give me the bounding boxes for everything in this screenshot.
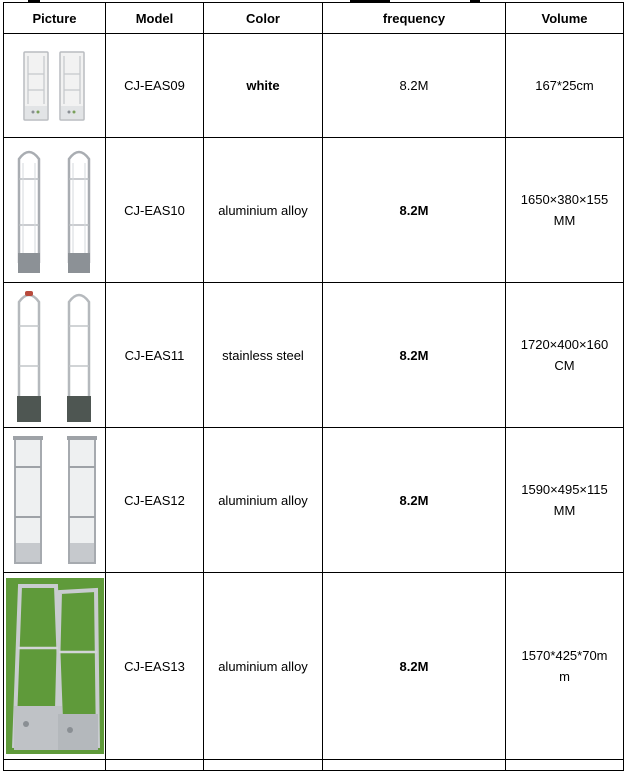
empty-cell xyxy=(506,760,624,771)
color-cell: aluminium alloy xyxy=(204,573,323,760)
header-model: Model xyxy=(106,3,204,34)
volume-line: 1720×400×160 xyxy=(520,337,609,352)
volume-unit: MM xyxy=(553,503,576,518)
frequency-cell: 8.2M xyxy=(323,34,506,138)
model-cell: CJ-EAS12 xyxy=(106,428,204,573)
table-header-row xyxy=(4,3,624,34)
volume-cell xyxy=(506,428,624,573)
color-cell: white xyxy=(204,34,323,138)
header-frequency: frequency xyxy=(323,3,506,34)
empty-cell xyxy=(106,760,204,771)
product-image-eas12 xyxy=(4,428,106,573)
header-color: Color xyxy=(204,3,323,34)
color-cell: aluminium alloy xyxy=(204,138,323,283)
volume-unit: CM xyxy=(554,358,575,373)
product-image-eas13 xyxy=(4,573,106,760)
empty-cell xyxy=(323,760,506,771)
table-row xyxy=(4,138,624,283)
volume-cell xyxy=(506,573,624,760)
table-row xyxy=(4,34,624,138)
color-cell: aluminium alloy xyxy=(204,428,323,573)
product-image-eas11 xyxy=(4,283,106,428)
table-row xyxy=(4,283,624,428)
volume-line: 1590×495×115 xyxy=(521,482,608,497)
volume-line: 1650×380×155 xyxy=(520,192,609,207)
volume-cell: 167*25cm xyxy=(506,34,624,138)
product-image-eas09 xyxy=(4,34,106,138)
header-picture: Picture xyxy=(4,3,106,34)
table-row xyxy=(4,573,624,760)
header-volume: Volume xyxy=(506,3,624,34)
frequency-cell: 8.2M xyxy=(323,573,506,760)
color-cell: stainless steel xyxy=(204,283,323,428)
volume-unit: MM xyxy=(553,213,576,228)
product-spec-table xyxy=(3,2,624,771)
volume-cell xyxy=(506,283,624,428)
table-row-partial xyxy=(4,760,624,771)
table-row xyxy=(4,428,624,573)
frequency-cell: 8.2M xyxy=(323,138,506,283)
empty-cell xyxy=(204,760,323,771)
product-image-eas10 xyxy=(4,138,106,283)
frequency-cell: 8.2M xyxy=(323,428,506,573)
model-cell: CJ-EAS11 xyxy=(106,283,204,428)
volume-cell xyxy=(506,138,624,283)
empty-cell xyxy=(4,760,106,771)
volume-line: 1570*425*70m xyxy=(521,648,608,663)
volume-unit: m xyxy=(559,669,570,684)
model-cell: CJ-EAS10 xyxy=(106,138,204,283)
model-cell: CJ-EAS13 xyxy=(106,573,204,760)
model-cell: CJ-EAS09 xyxy=(106,34,204,138)
frequency-cell: 8.2M xyxy=(323,283,506,428)
